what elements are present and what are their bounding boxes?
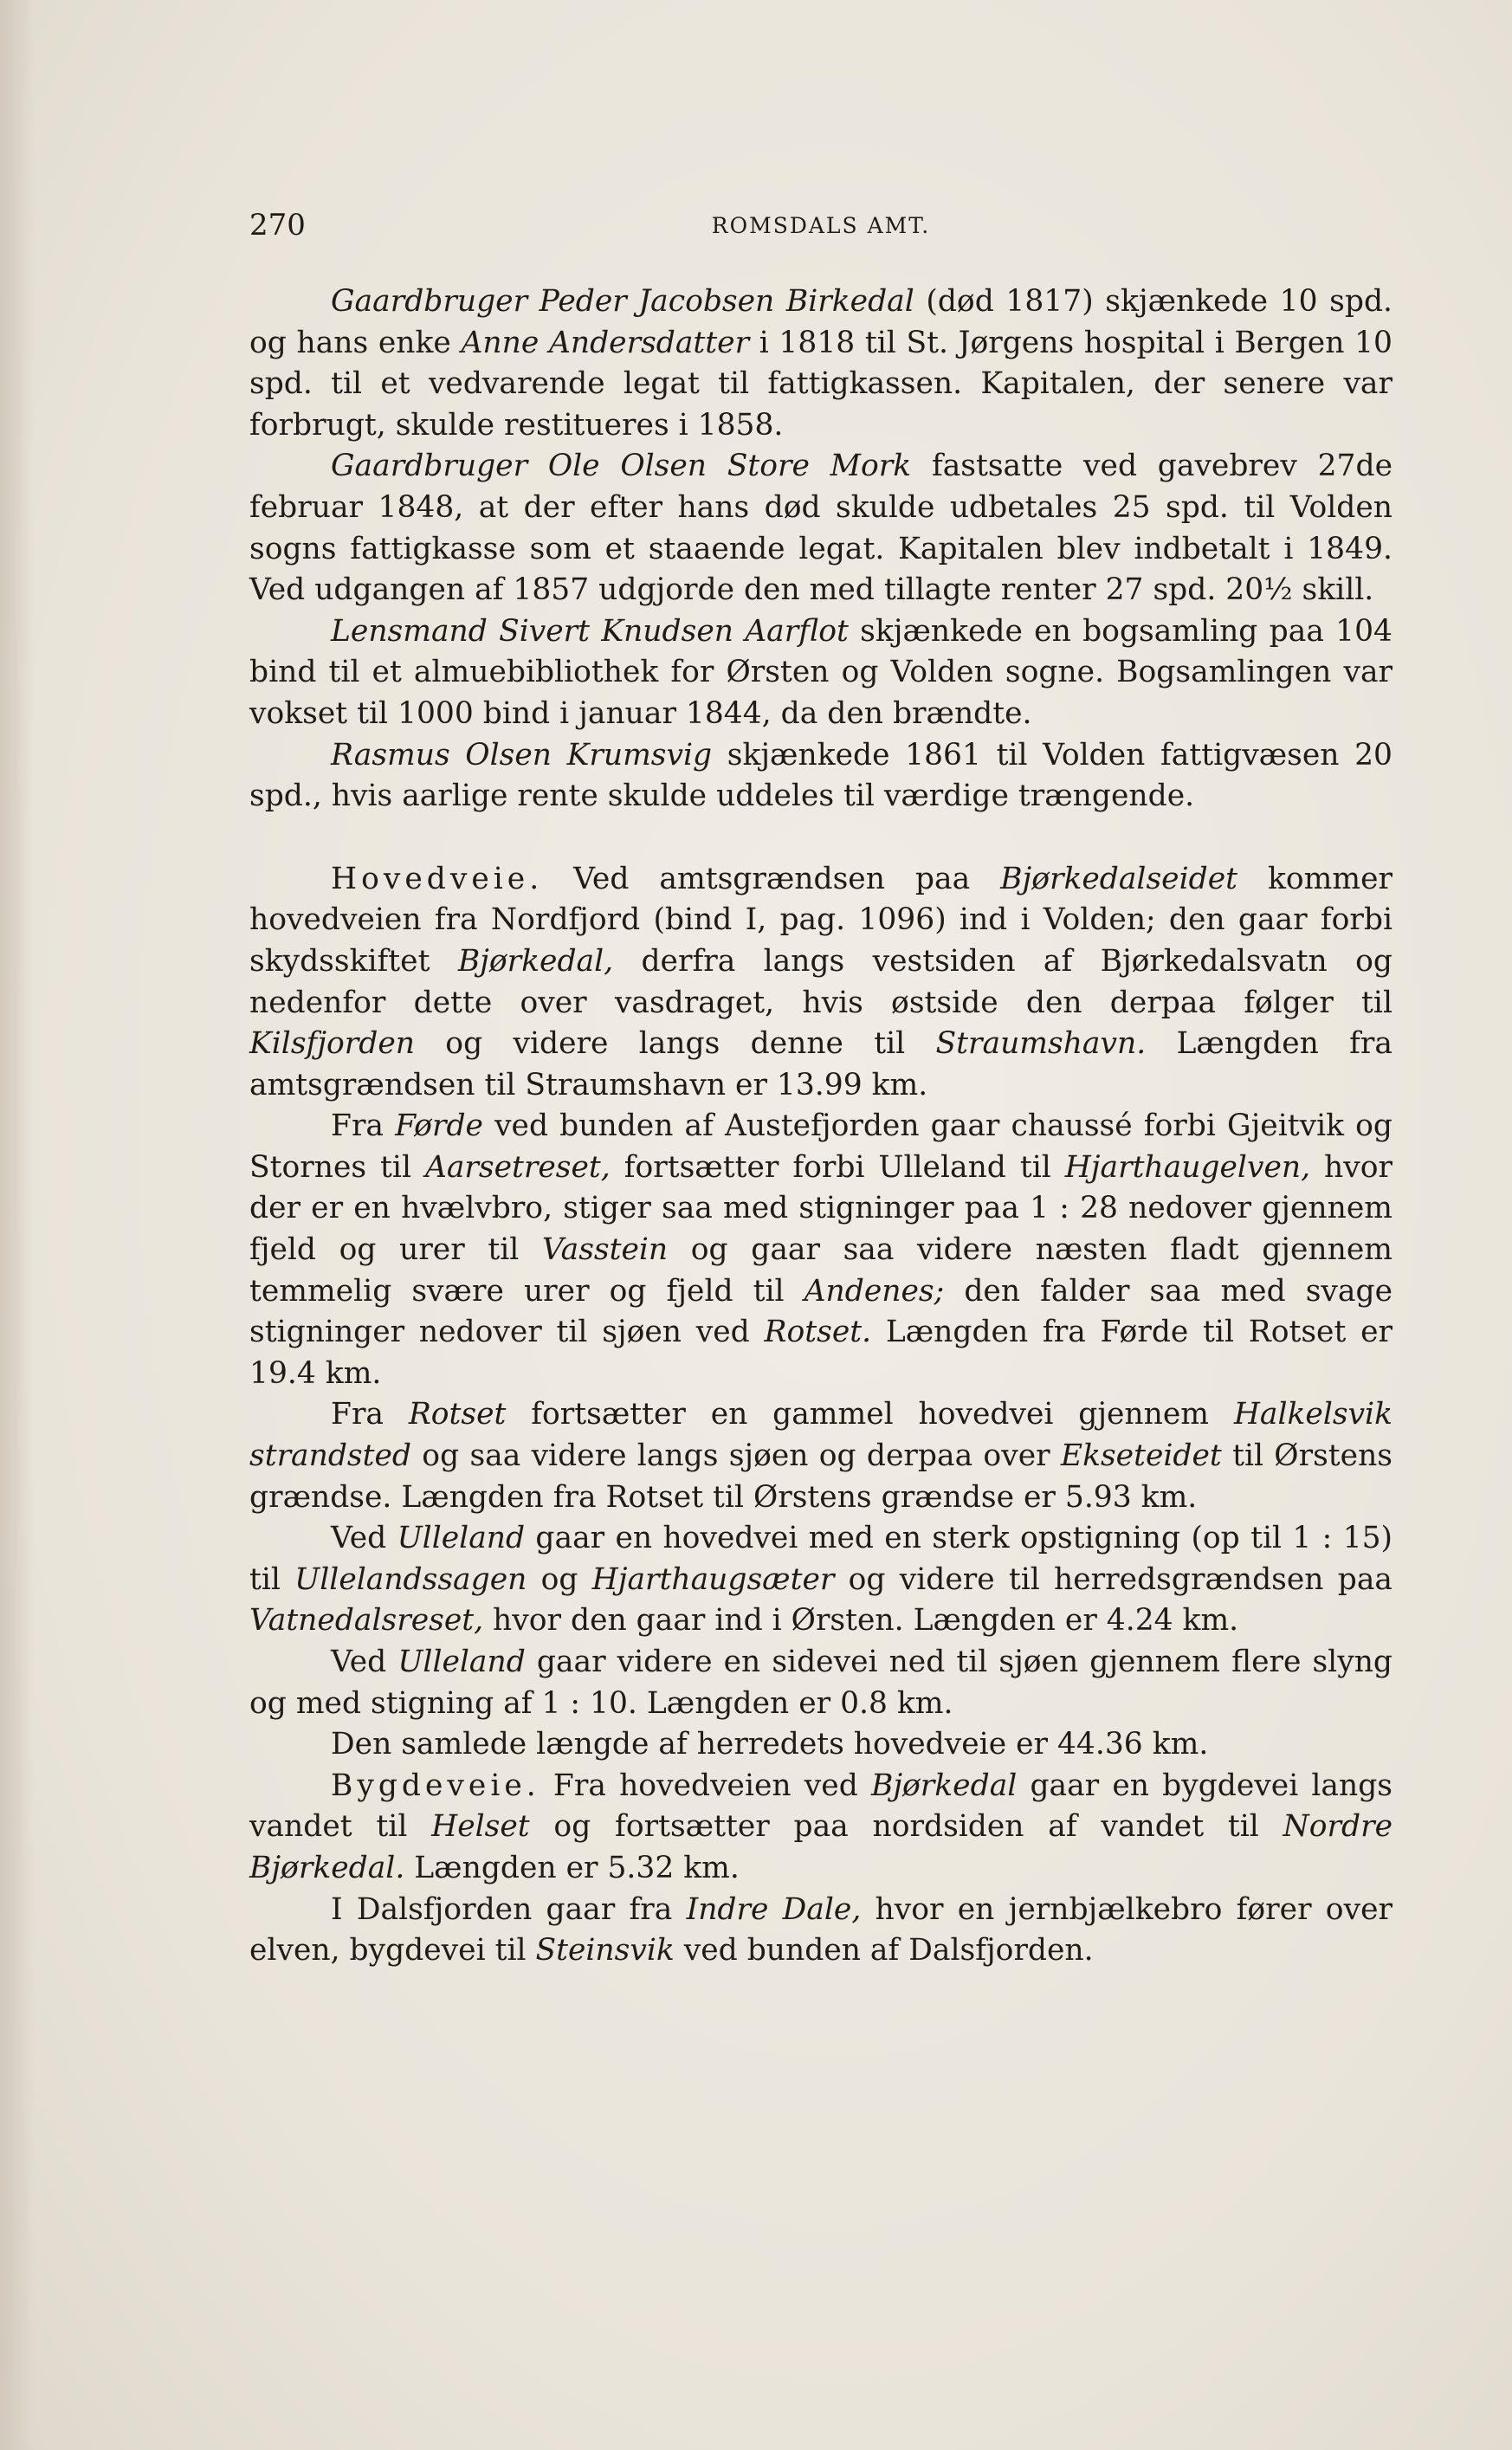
italic-name: Ekseteidet (1060, 1438, 1222, 1474)
italic-name: Hjarthaugelven, (1064, 1149, 1311, 1185)
running-title: ROMSDALS AMT. (711, 213, 931, 238)
page-edge-shadow (0, 0, 35, 2450)
italic-name: Aarsetreset, (424, 1149, 611, 1185)
paragraph (249, 1642, 1392, 1724)
page-number: 270 (249, 208, 306, 242)
italic-name: Ulleland (397, 1521, 526, 1556)
text-run: Ved (331, 1645, 398, 1679)
text-run: fortsætter forbi Ulleland til (610, 1149, 1065, 1185)
italic-name: Gaardbruger Peder Jacobsen Birkedal (331, 284, 914, 319)
italic-name: Straumshavn. (935, 1026, 1147, 1062)
italic-name: Vatnedalsreset, (249, 1603, 484, 1639)
text-run: hvor en jernbjælkebro fører over elven, bygdevei til (249, 1891, 1392, 1968)
italic-name: Helset (431, 1809, 530, 1845)
italic-name: Ulleland (397, 1645, 526, 1679)
text-run: Ved (331, 1521, 397, 1556)
text-run: Fra (331, 1397, 409, 1432)
italic-name: Anne Andersdatter (461, 325, 750, 360)
italic-name: Bjørkedal, (457, 943, 614, 979)
text-run: Ved amtsgrændsen paa (543, 861, 1001, 896)
paragraph (249, 1106, 1392, 1394)
page-header (249, 208, 1392, 251)
text-run: gaar videre en sidevei ned til sjøen gjennem flere slyng og med stigning af 1 : 10. Længden er 0.8 km. (249, 1645, 1392, 1721)
text-run: kommer hovedveien fra Nordfjord (bind I, pag. 1096) ind i Volden; den gaar forbi skydsskiftet (249, 861, 1392, 979)
text-run: (død 1817) skjænkede 10 spd. og hans enke (249, 284, 1393, 360)
text-run: ved bunden af Dalsfjorden. (674, 1933, 1094, 1968)
italic-name: Steinsvik (535, 1933, 675, 1968)
paragraph (249, 1724, 1392, 1766)
text-run: Den samlede længde af herredets hovedveie er 44.36 km. (331, 1727, 1209, 1762)
text-run: gaar en bygdevei langs vandet til (249, 1768, 1393, 1845)
italic-name: Nordre Bjørkedal. (249, 1809, 1392, 1885)
text-run: fortsætter en gammel hovedvei gjennem (506, 1397, 1234, 1432)
italic-name: Gaardbruger Ole Olsen Store Mork (331, 449, 912, 484)
paragraph (249, 1890, 1392, 1972)
text-run: Længden fra Førde til Rotset er 19.4 km. (249, 1315, 1392, 1391)
paragraph (249, 1394, 1392, 1518)
italic-name: Indre Dale, (686, 1891, 862, 1927)
text-run: fastsatte ved gavebrev 27de februar 1848, at der efter hans død skulde udbetales 25 spd. til Volden sogns fattigkasse som et staaende legat. Kapitalen blev indbetalt i 1849. Ved udgangen af 1857 udgjorde den med tillagte renter 27 spd. 20½ skill. (249, 449, 1392, 608)
text-run: hvor den gaar ind i Ørsten. Længden er 4.24 km. (483, 1603, 1239, 1639)
text-run: og fortsætter paa nordsiden af vandet til (529, 1809, 1283, 1845)
italic-name: Kilsfjorden (249, 1026, 415, 1062)
text-run: I Dalsfjorden gaar fra (331, 1891, 687, 1927)
text-run: Fra hovedveien ved (540, 1768, 871, 1803)
text-run: den falder saa med svage stigninger nedover til sjøen ved (249, 1273, 1392, 1350)
paragraph (249, 1766, 1392, 1890)
paragraph (249, 611, 1392, 735)
text-run: gaar en hovedvei med en sterk opstigning (op til 1 : 15) til (249, 1521, 1393, 1597)
italic-name: Halkelsvik strandsted (249, 1397, 1392, 1474)
paragraph (249, 735, 1392, 818)
text-run: skjænkede 1861 til Volden fattigvæsen 20 spd., hvis aarlige rente skulde uddeles til værdige trængende. (249, 737, 1392, 814)
italic-name: Rotset (408, 1397, 507, 1432)
italic-name: Ullelandssagen (294, 1561, 527, 1597)
text-run: og videre langs denne til (415, 1026, 936, 1062)
paragraph (249, 446, 1392, 611)
paragraph (249, 281, 1392, 446)
text-run: derfra langs vestsiden af Bjørkedalsvatn og nedenfor dette over vasdraget, hvis østside den derpaa følger til (249, 943, 1392, 1020)
italic-name: Lensmand Sivert Knudsen Aarflot (331, 613, 849, 649)
text-run: Fra (331, 1109, 396, 1144)
italic-name: Bjørkedalseidet (1000, 861, 1237, 896)
italic-name: Førde (395, 1109, 483, 1144)
italic-name: Vasstein (541, 1232, 669, 1268)
text-run: ved bunden af Austefjorden gaar chaussé forbi Gjeitvik og Stornes til (249, 1109, 1392, 1185)
section-heading: Hovedveie. (331, 861, 544, 896)
text-run: til Ørstens grændse. Længden fra Rotset til Ørstens grændse er 5.93 km. (249, 1438, 1392, 1515)
italic-name: Bjørkedal (870, 1768, 1018, 1803)
text-run: og gaar saa videre næsten fladt gjennem temmelig svære urer og fjeld til (249, 1232, 1392, 1309)
paragraph (249, 859, 1392, 1107)
italic-name: Andenes; (804, 1273, 945, 1309)
italic-name: Hjarthaugsæter (591, 1561, 835, 1597)
section-heading: Bygdeveie. (331, 1768, 540, 1803)
text-run: og videre til herredsgrændsen paa (834, 1561, 1392, 1597)
text-run: i 1818 til St. Jørgens hospital i Bergen 10 spd. til et vedvarende legat til fattigkassen. Kapitalen, der senere var forbrugt, skulde restitueres i 1858. (249, 325, 1392, 443)
text-run: Længden er 5.32 km. (404, 1850, 740, 1885)
italic-name: Rotset. (764, 1315, 872, 1350)
italic-name: Rasmus Olsen Krumsvig (331, 737, 713, 772)
text-run: og saa videre langs sjøen og derpaa over (411, 1438, 1061, 1474)
text-run: hvor der er en hvælvbro, stiger saa med stigninger paa 1 : 28 nedover gjennem fjeld og urer til (249, 1149, 1392, 1268)
body-text (249, 281, 1392, 1972)
text-run: skjænkede en bogsamling paa 104 bind til et almuebibliothek for Ørsten og Volden sogne. Bogsamlingen var vokset til 1000 bind i januar 1844, da den brændte. (249, 613, 1393, 731)
text-run: og (527, 1561, 592, 1597)
text-run: Længden fra amtsgrændsen til Straumshavn er 13.99 km. (249, 1026, 1392, 1102)
paragraph (249, 1518, 1392, 1642)
